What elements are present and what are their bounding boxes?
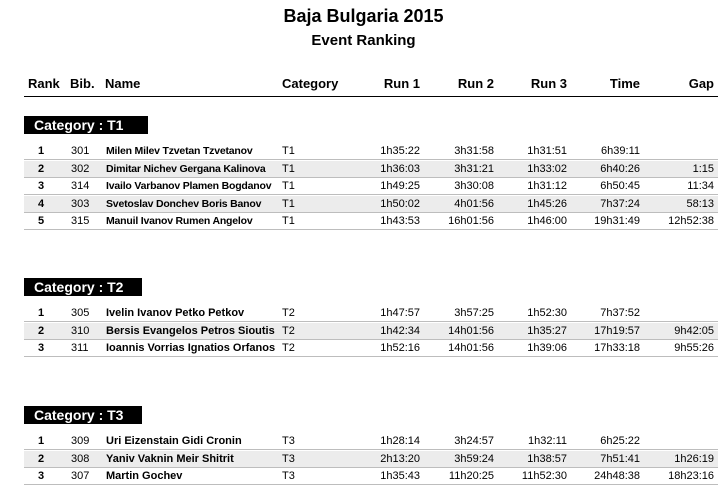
cell-rank: 1	[38, 435, 45, 447]
row-divider	[24, 484, 718, 485]
cell-run1: 1h35:22	[380, 145, 420, 157]
cell-rank: 5	[38, 215, 45, 227]
cell-run3: 1h46:00	[527, 215, 567, 227]
header-category: Category	[282, 76, 339, 91]
header-bib: Bib.	[70, 76, 95, 91]
header-run2: Run 2	[457, 76, 494, 91]
cell-run2: 14h01:56	[448, 342, 494, 354]
cell-gap: 58:13	[686, 197, 714, 210]
cell-category: T3	[282, 470, 295, 482]
cell-run1: 2h13:20	[380, 452, 420, 465]
cell-name: Uri Eizenstain Gidi Cronin	[106, 435, 242, 447]
cell-rank: 1	[38, 145, 45, 157]
cell-run2: 16h01:56	[448, 215, 494, 227]
row-divider	[24, 356, 718, 357]
cell-run2: 3h24:57	[454, 435, 494, 447]
header-run3: Run 3	[530, 76, 567, 91]
cell-name: Ivelin Ivanov Petko Petkov	[106, 307, 245, 319]
cell-bib: 307	[71, 470, 90, 482]
cell-category: T1	[282, 145, 295, 157]
cell-run2: 11h20:25	[448, 470, 494, 482]
header-rule	[24, 96, 718, 97]
cell-time: 6h40:26	[600, 162, 640, 175]
cell-rank: 1	[38, 307, 45, 319]
cell-time: 19h31:49	[594, 215, 640, 227]
cell-name: Yaniv Vaknin Meir Shitrit	[106, 452, 234, 465]
document-subtitle: Event Ranking	[311, 32, 416, 49]
cell-rank: 3	[38, 342, 45, 354]
table-row	[24, 468, 718, 485]
cell-bib: 305	[71, 307, 90, 319]
cell-category: T2	[282, 324, 295, 337]
cell-run1: 1h49:25	[380, 180, 420, 192]
cell-run1: 1h36:03	[380, 162, 420, 175]
cell-gap: 1:15	[692, 162, 714, 175]
cell-gap: 18h23:16	[668, 470, 714, 482]
cell-run3: 1h52:30	[527, 307, 567, 319]
cell-bib: 308	[71, 452, 90, 465]
cell-run3: 1h31:12	[527, 180, 567, 192]
cell-gap: 9h42:05	[674, 324, 714, 337]
cell-name: Manuil Ivanov Rumen Angelov	[106, 215, 253, 227]
cell-category: T3	[282, 435, 295, 447]
cell-category: T3	[282, 452, 295, 465]
cell-category: T1	[282, 215, 295, 227]
table-row	[24, 433, 718, 450]
table-row	[24, 196, 718, 213]
cell-run1: 1h43:53	[380, 215, 420, 227]
cell-category: T1	[282, 180, 295, 192]
header-run1: Run 1	[383, 76, 420, 91]
cell-run1: 1h28:14	[380, 435, 420, 447]
cell-rank: 3	[38, 470, 45, 482]
cell-run1: 1h52:16	[380, 342, 420, 354]
cell-bib: 315	[71, 215, 90, 227]
table-row	[24, 451, 718, 468]
table-row	[24, 143, 718, 160]
cell-run3: 1h35:27	[527, 324, 567, 337]
table-row	[24, 323, 718, 340]
table-row	[24, 213, 718, 230]
cell-time: 6h25:22	[600, 435, 640, 447]
cell-category: T1	[282, 197, 295, 210]
cell-time: 24h48:38	[594, 470, 640, 482]
category-heading-3: Category : T3	[24, 406, 142, 424]
cell-run3: 1h33:02	[527, 162, 567, 175]
cell-run2: 3h59:24	[454, 452, 494, 465]
cell-run1: 1h50:02	[380, 197, 420, 210]
cell-run3: 11h52:30	[521, 470, 567, 482]
cell-bib: 302	[71, 162, 90, 175]
category-heading-1: Category : T1	[24, 116, 148, 134]
table-row	[24, 340, 718, 357]
cell-run3: 1h31:51	[527, 145, 567, 157]
table-row	[24, 178, 718, 195]
cell-gap: 1h26:19	[674, 452, 714, 465]
cell-time: 7h51:41	[600, 452, 640, 465]
cell-name: Martin Gochev	[106, 470, 183, 482]
cell-time: 17h19:57	[594, 324, 640, 337]
cell-gap: 11:34	[687, 180, 714, 192]
cell-bib: 314	[71, 180, 90, 192]
cell-category: T1	[282, 162, 295, 175]
cell-bib: 309	[71, 435, 90, 447]
row-divider	[24, 229, 718, 230]
cell-run2: 3h30:08	[454, 180, 494, 192]
cell-bib: 303	[71, 197, 90, 210]
cell-run2: 3h31:21	[454, 162, 494, 175]
cell-run1: 1h35:43	[380, 470, 420, 482]
cell-name: Ivailo Varbanov Plamen Bogdanov	[106, 180, 272, 192]
table-row	[24, 161, 718, 178]
cell-time: 7h37:24	[600, 197, 640, 210]
cell-run2: 3h31:58	[454, 145, 494, 157]
cell-bib: 311	[71, 342, 89, 354]
cell-category: T2	[282, 342, 295, 354]
cell-bib: 310	[71, 324, 90, 337]
header-rank: Rank	[28, 76, 60, 91]
cell-run3: 1h32:11	[528, 435, 567, 447]
cell-name: Bersis Evangelos Petros Sioutis	[106, 324, 275, 337]
cell-run2: 3h57:25	[454, 307, 494, 319]
table-row	[24, 305, 718, 322]
cell-run2: 14h01:56	[448, 324, 494, 337]
cell-name: Dimitar Nichev Gergana Kalinova	[106, 162, 266, 175]
cell-time: 6h39:11	[601, 145, 640, 157]
cell-category: T2	[282, 307, 295, 319]
header-time: Time	[609, 76, 640, 91]
cell-run3: 1h39:06	[527, 342, 567, 354]
cell-time: 7h37:52	[600, 307, 640, 319]
cell-time: 17h33:18	[594, 342, 640, 354]
cell-rank: 4	[38, 197, 45, 210]
cell-gap: 9h55:26	[674, 342, 714, 354]
cell-rank: 2	[38, 324, 45, 337]
cell-run3: 1h38:57	[527, 452, 567, 465]
cell-bib: 301	[71, 145, 90, 157]
cell-rank: 2	[38, 162, 45, 175]
cell-time: 6h50:45	[600, 180, 640, 192]
cell-rank: 3	[38, 180, 45, 192]
cell-name: Ioannis Vorrias Ignatios Orfanos	[106, 342, 276, 354]
cell-name: Svetoslav Donchev Boris Banov	[106, 197, 262, 210]
cell-gap: 12h52:38	[668, 215, 714, 227]
cell-rank: 2	[38, 452, 45, 465]
cell-name: Milen Milev Tzvetan Tzvetanov	[106, 145, 253, 157]
cell-run1: 1h47:57	[380, 307, 420, 319]
header-name: Name	[105, 76, 141, 91]
header-gap: Gap	[688, 76, 714, 91]
cell-run1: 1h42:34	[380, 324, 420, 337]
category-heading-2: Category : T2	[24, 278, 142, 296]
document-title: Baja Bulgaria 2015	[283, 6, 444, 26]
cell-run3: 1h45:26	[527, 197, 567, 210]
cell-run2: 4h01:56	[454, 197, 494, 210]
